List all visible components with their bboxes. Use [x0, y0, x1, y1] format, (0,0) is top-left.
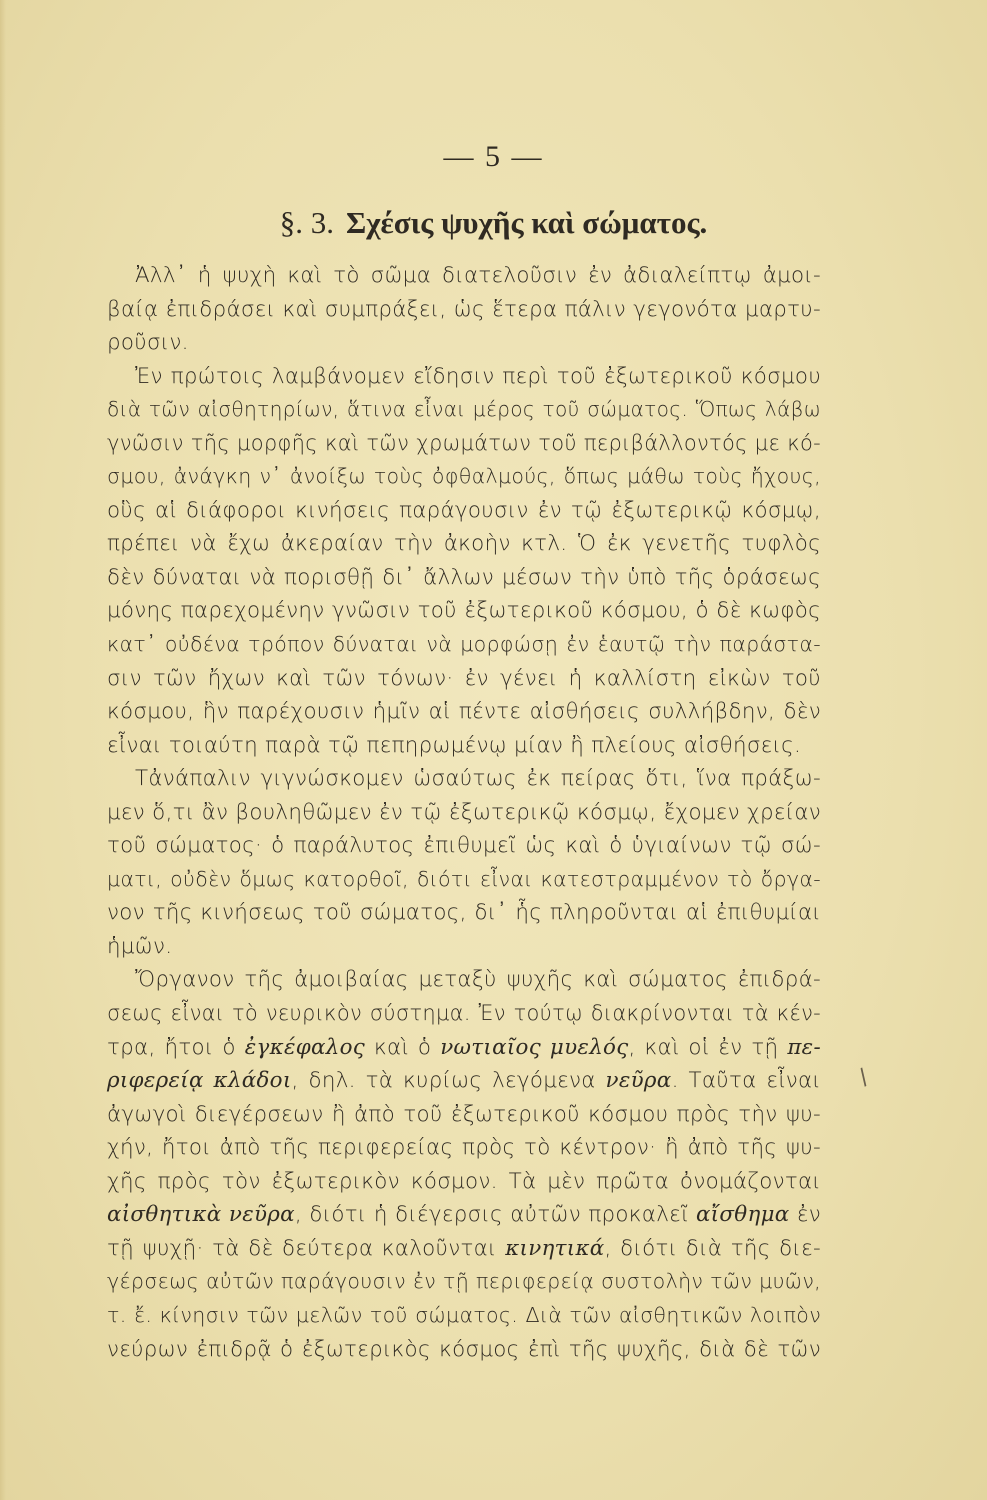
text-line: γνῶσιν τῆς μορφῆς καὶ τῶν χρωμάτων τοῦ περιβάλλοντός με κό-	[107, 430, 821, 455]
text-line	[107, 1064, 821, 1098]
text-line: σιν τῶν ἤχων καὶ τῶν τόνων· ἐν γένει ἡ καλλίστη εἰκὼν τοῦ	[107, 665, 821, 691]
text-line: βαίᾳ ἐπιδράσει καὶ συμπράξει, ὡς ἕτερα πάλιν γεγονότα μαρτυ-	[107, 296, 821, 322]
margin-pencil-mark: /	[854, 1064, 874, 1091]
text-line	[107, 1232, 821, 1266]
text-line: τ. ἔ. κίνησιν τῶν μελῶν τοῦ σώματος. Διὰ τῶν αἰσθητικῶν λοιπὸν	[107, 1302, 821, 1327]
text-run: , καὶ οἱ ἐν τῇ	[628, 1034, 788, 1060]
text-run: . Ταῦτα εἶναι	[671, 1068, 822, 1094]
text-line: γέρσεως αὐτῶν παράγουσιν ἐν τῇ περιφερείᾳ συστολὴν τῶν μυῶν,	[107, 1269, 821, 1294]
text-line: χήν, ἤτοι ἀπὸ τῆς περιφερείας πρὸς τὸ κέντρον· ἢ ἀπὸ τῆς ψυ-	[107, 1135, 821, 1161]
text-line: Ἀλλ᾽ ἡ ψυχὴ καὶ τὸ σῶμα διατελοῦσιν ἐν ἀδιαλείπτῳ ἀμοι-	[135, 263, 821, 288]
text-line: μεν ὅ,τι ἂν βουληθῶμεν ἐν τῷ ἐξωτερικῷ κόσμῳ, ἔχομεν χρείαν	[107, 799, 821, 825]
text-line: ἀγωγοὶ διεγέρσεων ἢ ἀπὸ τοῦ ἐξωτερικοῦ κόσμου πρὸς τὴν ψυ-	[107, 1101, 821, 1127]
text-line: εἶναι τοιαύτη παρὰ τῷ πεπηρωμένῳ μίαν ἢ πλείους αἰσθήσεις.	[107, 732, 802, 758]
text-line: ροῦσιν.	[107, 330, 189, 356]
section-heading	[0, 205, 987, 241]
text-line: τοῦ σώματος· ὁ παράλυτος ἐπιθυμεῖ ὡς καὶ ὁ ὑγιαίνων τῷ σώ-	[107, 833, 821, 859]
text-line: διὰ τῶν αἰσθητηρίων, ἅτινα εἶναι μέρος τοῦ σώματος. Ὅπως λάβω	[107, 397, 821, 422]
text-line: πρέπει νὰ ἔχω ἀκεραίαν τὴν ἀκοὴν κτλ. Ὁ ἐκ γενετῆς τυφλὸς	[107, 531, 821, 557]
text-line: νεύρων ἐπιδρᾷ ὁ ἐξωτερικὸς κόσμος ἐπὶ τῆς ψυχῆς, διὰ δὲ τῶν	[107, 1336, 821, 1362]
text-line: σεως εἶναι τὸ νευρικὸν σύστημα. Ἐν τούτῳ διακρίνονται τὰ κέν-	[107, 1001, 821, 1026]
text-line: μόνης παρεχομένην γνῶσιν τοῦ ἐξωτερικοῦ κόσμου, ὁ δὲ κωφὸς	[107, 598, 821, 624]
text-run: τρα, ἤτοι ὁ	[107, 1034, 245, 1060]
text-line: Ἐν πρώτοις λαμβάνομεν εἴδησιν περὶ τοῦ ἐξωτερικοῦ κόσμου	[135, 363, 821, 389]
text-line: κατ᾽ οὐδένα τρόπον δύναται νὰ μορφώσῃ ἐν ἑαυτῷ τὴν παράστα-	[107, 632, 821, 657]
italic-term: πε-	[787, 1034, 821, 1060]
text-line: οὓς αἱ διάφοροι κινήσεις παράγουσιν ἐν τῷ ἐξωτερικῷ κόσμῳ,	[107, 497, 821, 523]
body-text	[107, 259, 821, 1366]
text-line	[107, 1031, 821, 1065]
section-title: Σχέσις ψυχῆς καὶ σώματος.	[345, 205, 708, 240]
text-run: τῇ ψυχῇ· τὰ δὲ δεύτερα καλοῦνται	[107, 1235, 506, 1261]
text-line: δὲν δύναται νὰ πορισθῇ δι᾽ ἄλλων μέσων τὴν ὑπὸ τῆς ὁράσεως	[107, 564, 821, 590]
text-line: ἡμῶν.	[107, 933, 173, 959]
text-line: χῆς πρὸς τὸν ἐξωτερικὸν κόσμον. Τὰ μὲν πρῶτα ὀνομάζονται	[107, 1168, 821, 1194]
italic-term: ἐγκέφαλος	[244, 1034, 366, 1060]
italic-term: νεῦρα	[605, 1068, 672, 1094]
italic-term: κινητικά	[505, 1235, 605, 1261]
text-line	[107, 1198, 821, 1232]
text-run: , διότι ἡ διέγερσις αὐτῶν προκαλεῖ	[294, 1202, 696, 1228]
section-number: §. 3.	[279, 205, 334, 240]
italic-term: αἰσθητικὰ νεῦρα	[107, 1202, 295, 1228]
italic-term: αἴσθημα	[695, 1202, 790, 1228]
text-run: , διότι διὰ τῆς διε-	[604, 1235, 821, 1261]
text-line: Τἀνάπαλιν γιγνώσκομεν ὡσαύτως ἐκ πείρας ὅτι, ἵνα πράξω-	[135, 766, 821, 792]
text-run: , δηλ. τὰ κυρίως λεγόμενα	[291, 1068, 606, 1094]
text-run: ἐν	[789, 1202, 821, 1228]
text-line: ματι, οὐδὲν ὅμως κατορθοῖ, διότι εἶναι κατεστραμμένον τὸ ὄργα-	[107, 866, 821, 891]
text-line: νον τῆς κινήσεως τοῦ σώματος, δι᾽ ἧς πληροῦνται αἱ ἐπιθυμίαι	[107, 900, 821, 926]
text-line: σμου, ἀνάγκη ν᾽ ἀνοίξω τοὺς ὀφθαλμούς, ὅπως μάθω τοὺς ἤχους,	[107, 464, 821, 489]
italic-term: νωτιαῖος μυελός	[440, 1034, 629, 1060]
text-run: καὶ ὁ	[365, 1034, 441, 1060]
page-number: — 5 —	[443, 140, 544, 173]
italic-term: ριφερείᾳ κλάδοι	[107, 1068, 292, 1094]
text-line: κόσμου, ἣν παρέχουσιν ἡμῖν αἱ πέντε αἰσθήσεις συλλήβδην, δὲν	[107, 699, 821, 725]
text-line: Ὄργανον τῆς ἀμοιβαίας μεταξὺ ψυχῆς καὶ σώματος ἐπιδρά-	[135, 967, 821, 993]
